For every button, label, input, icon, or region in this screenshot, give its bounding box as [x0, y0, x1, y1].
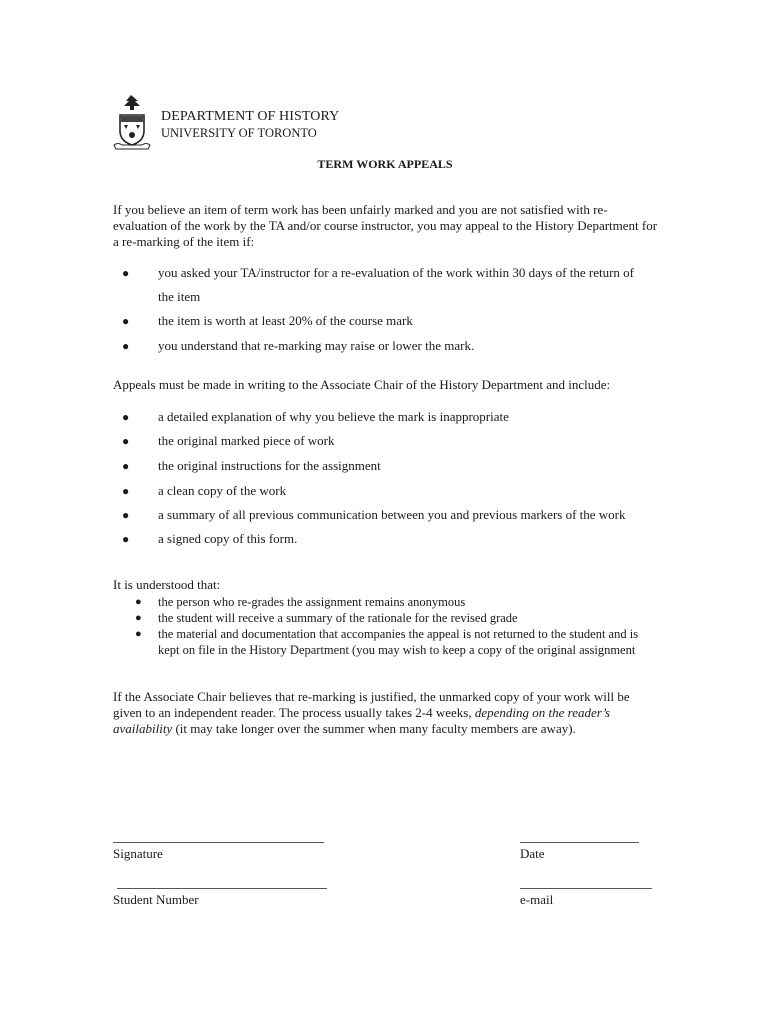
- requirement-text: a clean copy of the work: [158, 483, 287, 498]
- bullet-icon: ●: [135, 612, 142, 624]
- intro-paragraph: If you believe an item of term work has been unfairly marked and you are not satisfied with re-evaluation of the work by the TA and/or course instructor, you may appeal to the History Department for a re-marking of the item if:: [113, 202, 658, 249]
- bullet-icon: ●: [122, 532, 130, 546]
- requirement-text: the original instructions for the assignment: [158, 458, 381, 473]
- bullet-icon: ●: [122, 339, 130, 353]
- date-line[interactable]: [520, 842, 639, 843]
- bullet-icon: ●: [122, 314, 130, 328]
- page-title: TERM WORK APPEALS: [317, 157, 453, 171]
- closing-italic-text: depending on the reader’s availability: [113, 705, 610, 736]
- bullet-icon: ●: [135, 596, 142, 608]
- closing-paragraph: [113, 689, 658, 737]
- requirement-text: a summary of all previous communication between you and previous markers of the work: [158, 507, 626, 522]
- bullet-icon: ●: [122, 484, 130, 498]
- signature-line[interactable]: [113, 842, 324, 843]
- signature-label: Signature: [113, 846, 163, 861]
- university-crest-icon: [112, 93, 152, 151]
- closing-text: If the Associate Chair believes that re-marking is justified, the unmarked copy of your work will be given to an independent reader. The process usually takes 2-4 weeks,: [113, 689, 630, 720]
- email-label: e-mail: [520, 892, 554, 907]
- date-label: Date: [520, 846, 545, 861]
- requirement-text: the original marked piece of work: [158, 433, 335, 448]
- bullet-icon: ●: [122, 459, 130, 473]
- condition-text: the item is worth at least 20% of the course mark: [158, 313, 413, 328]
- requirement-text: a signed copy of this form.: [158, 531, 298, 546]
- condition-text: the item: [158, 289, 201, 304]
- appeals-intro: Appeals must be made in writing to the Associate Chair of the History Department and include:: [113, 377, 611, 392]
- bullet-icon: ●: [122, 266, 130, 280]
- understood-text: the student will receive a summary of the rationale for the revised grade: [158, 611, 518, 625]
- understood-intro: It is understood that:: [113, 577, 221, 592]
- bullet-icon: ●: [122, 508, 130, 522]
- bullet-icon: ●: [122, 434, 130, 448]
- department-name: DEPARTMENT OF HISTORY: [161, 109, 340, 124]
- closing-text-end: (it may take longer over the summer when many faculty members are away).: [172, 721, 576, 736]
- university-name: UNIVERSITY OF TORONTO: [161, 126, 317, 140]
- understood-text: the person who re-grades the assignment remains anonymous: [158, 595, 466, 609]
- student-number-label: Student Number: [113, 892, 199, 907]
- understood-text: the material and documentation that accompanies the appeal is not returned to the student and is kept on file in the History Department (you may wish to keep a copy of the original assignment: [158, 627, 639, 657]
- requirement-text: a detailed explanation of why you believe the mark is inappropriate: [158, 409, 509, 424]
- condition-text: you understand that re-marking may raise or lower the mark.: [158, 338, 475, 353]
- email-line[interactable]: [520, 888, 652, 889]
- condition-text: you asked your TA/instructor for a re-evaluation of the work within 30 days of the return of: [158, 265, 634, 280]
- student-number-line[interactable]: [117, 888, 327, 889]
- bullet-icon: ●: [135, 628, 142, 640]
- bullet-icon: ●: [122, 410, 130, 424]
